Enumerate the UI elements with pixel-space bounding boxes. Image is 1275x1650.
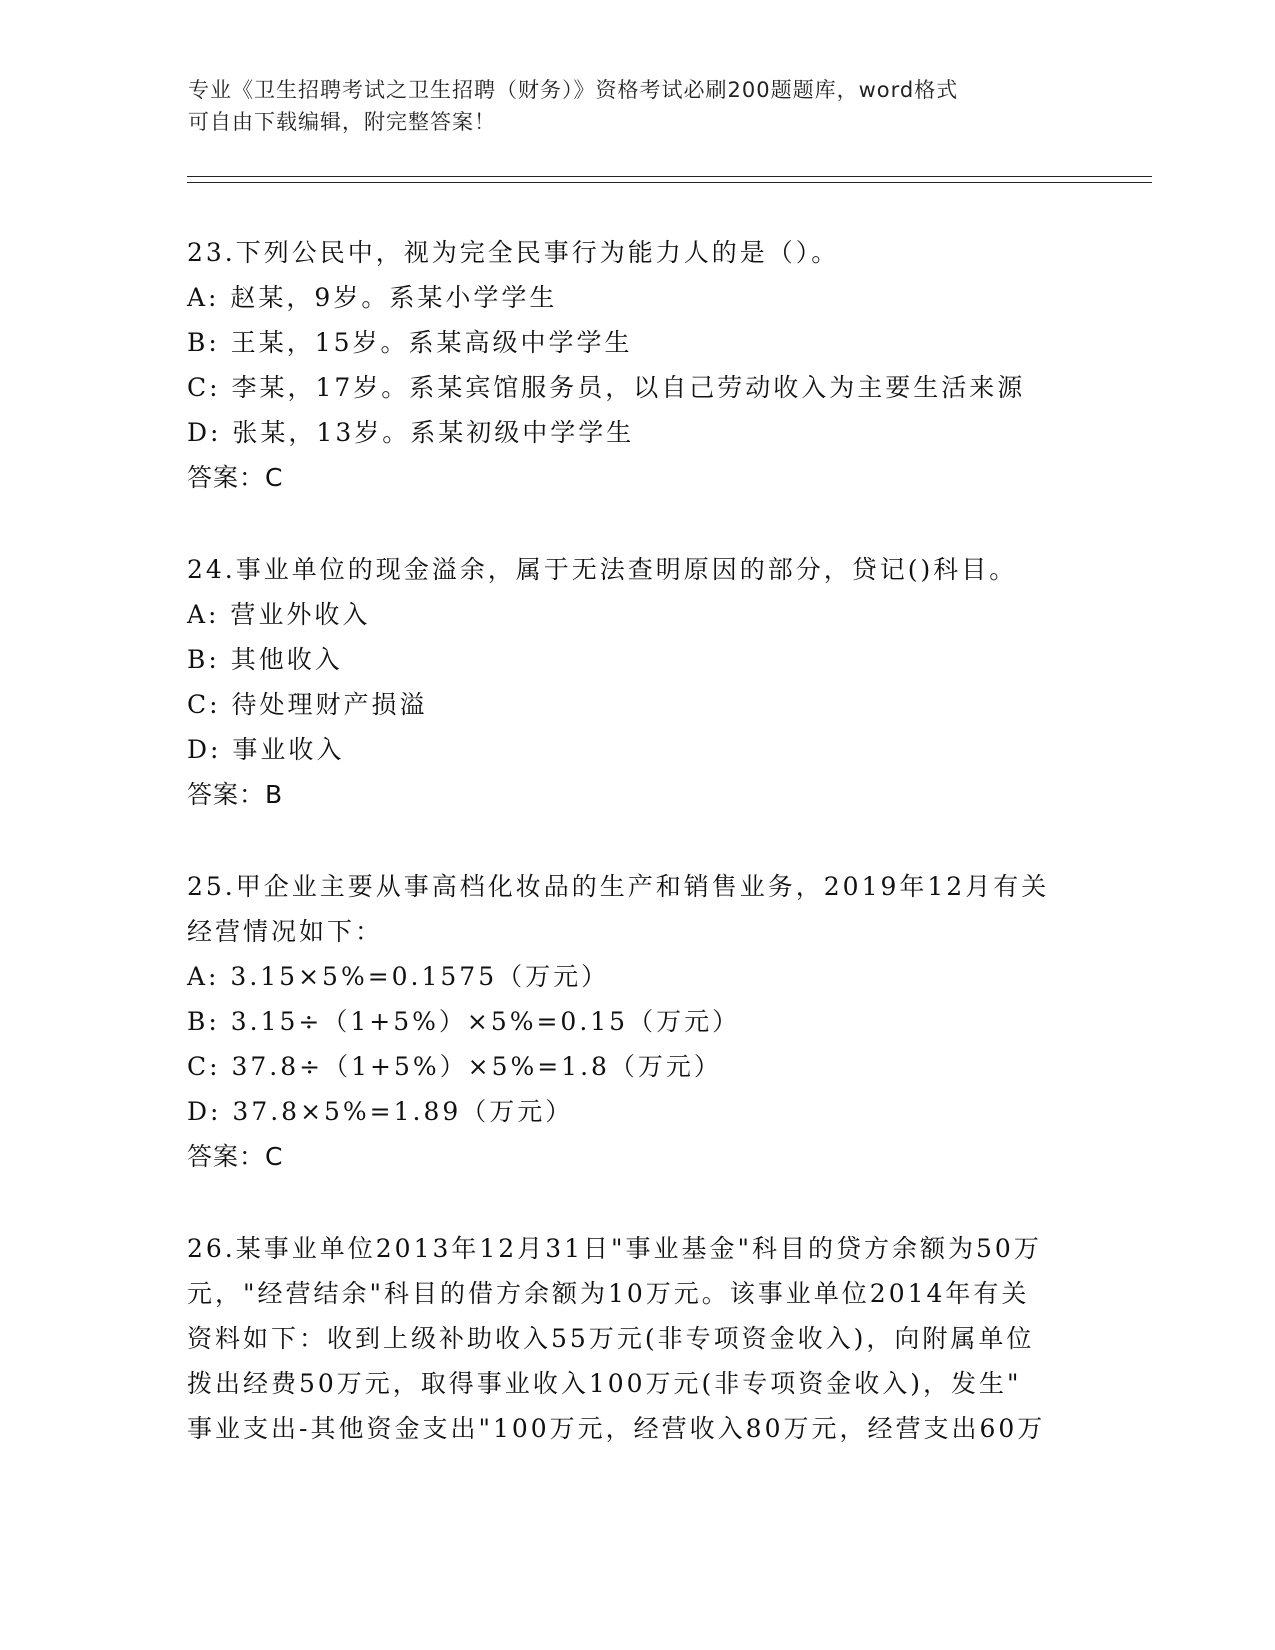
question-stem-continued: 元，"经营结余"科目的借方余额为10万元。该事业单位2014年有关 <box>187 1279 1030 1308</box>
option-c: C: 李某，17岁。系某宾馆服务员，以自己劳动收入为主要生活来源 <box>187 373 1026 402</box>
option-d: D: 张某，13岁。系某初级中学学生 <box>187 418 635 447</box>
answer-line: 答案：B <box>187 780 284 809</box>
option-b: B: 王某，15岁。系某高级中学学生 <box>187 328 633 357</box>
option-a: A: 营业外收入 <box>187 600 371 629</box>
option-d: D: 37.8×5%=1.89（万元） <box>187 1097 574 1126</box>
question-list <box>187 230 1087 1498</box>
question-stem-continued: 资料如下：收到上级补助收入55万元(非专项资金收入)，向附属单位 <box>187 1324 1035 1353</box>
option-d: D: 事业收入 <box>187 735 345 764</box>
option-c: C: 37.8÷（1+5%）×5%=1.8（万元） <box>187 1052 722 1081</box>
option-b: B: 其他收入 <box>187 645 343 674</box>
question-stem: 23.下列公民中，视为完全民事行为能力人的是（）。 <box>187 238 840 267</box>
option-b: B: 3.15÷（1+5%）×5%=0.15（万元） <box>187 1007 741 1036</box>
answer-line: 答案：C <box>187 463 284 492</box>
question-stem: 25.甲企业主要从事高档化妆品的生产和销售业务，2019年12月有关 <box>187 872 1050 901</box>
question-stem: 24.事业单位的现金溢余，属于无法查明原因的部分，贷记()科目。 <box>187 555 1018 584</box>
answer-line: 答案：C <box>187 1142 284 1171</box>
header-line-2: 可自由下载编辑，附完整答案！ <box>188 110 496 134</box>
document-header <box>188 74 1088 138</box>
option-a: A: 3.15×5%=0.1575（万元） <box>187 962 610 991</box>
option-a: A: 赵某，9岁。系某小学学生 <box>187 283 558 312</box>
question-24 <box>187 547 1087 817</box>
question-23 <box>187 230 1087 500</box>
question-stem-continued: 经营情况如下： <box>187 917 384 946</box>
header-line-1: 专业《卫生招聘考试之卫生招聘（财务）》资格考试必刷200题题库，word格式 <box>188 78 959 102</box>
option-c: C: 待处理财产损溢 <box>187 690 428 719</box>
question-25 <box>187 864 1087 1179</box>
header-double-rule <box>187 176 1152 183</box>
question-stem: 26.某事业单位2013年12月31日"事业基金"科目的贷方余额为50万 <box>187 1234 1042 1263</box>
question-stem-continued: 事业支出-其他资金支出"100万元，经营收入80万元，经营支出60万 <box>187 1414 1046 1443</box>
question-stem-continued: 拨出经费50万元，取得事业收入100万元(非专项资金收入)，发生" <box>187 1369 1022 1398</box>
question-26 <box>187 1226 1087 1451</box>
